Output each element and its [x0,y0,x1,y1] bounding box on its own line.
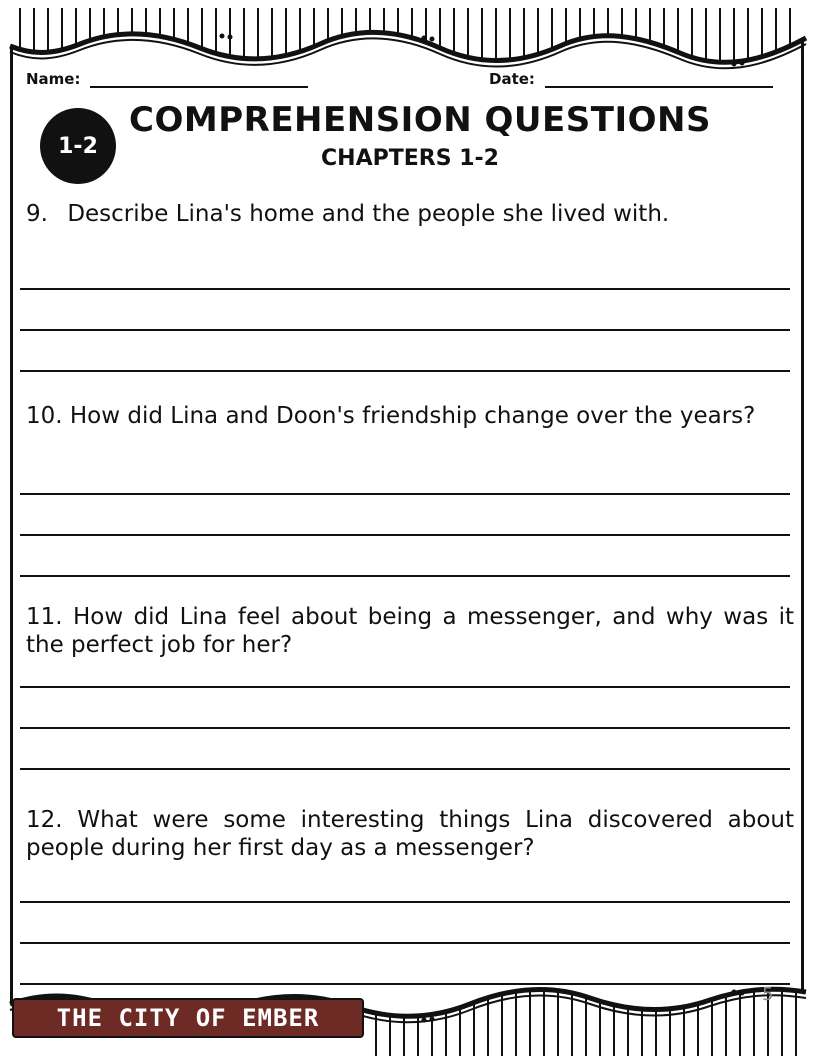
question-text: How did Lina and Doon's friendship change over the years? [69,403,756,429]
question-11 [26,603,794,659]
answer-line[interactable] [20,329,790,331]
question-number: 9. [26,201,48,227]
answer-line[interactable] [20,493,790,495]
answer-line[interactable] [20,727,790,729]
answer-line[interactable] [20,942,790,944]
answer-line[interactable] [20,901,790,903]
answer-line[interactable] [20,288,790,290]
name-label: Name: [26,70,81,88]
page-title: COMPREHENSION QUESTIONS [129,100,711,140]
date-blank[interactable] [545,68,773,88]
page-subtitle: CHAPTERS 1-2 [321,146,499,171]
question-10 [26,402,794,430]
date-label: Date: [489,70,535,88]
name-blank[interactable] [90,68,308,88]
question-number: 11. [26,604,63,630]
answer-line[interactable] [20,575,790,577]
question-text: Describe Lina's home and the people she lived with. [67,201,670,227]
question-number: 12. [26,807,63,833]
page-number: 5 [762,984,774,1005]
name-field[interactable] [26,68,308,88]
answer-line[interactable] [20,686,790,688]
answer-line[interactable] [20,768,790,770]
question-number: 10. [26,403,63,429]
question-text: How did Lina feel about being a messenger, and why was it the perfect job for her? [26,604,794,658]
answer-line[interactable] [20,534,790,536]
book-title-banner: THE CITY OF EMBER [12,998,364,1038]
question-12 [26,806,794,862]
question-text: What were some interesting things Lina discovered about people during her first day as a messenger? [26,807,794,861]
chapter-badge: 1-2 [40,108,116,184]
question-9 [26,200,794,228]
answer-line[interactable] [20,370,790,372]
date-field[interactable] [489,68,773,88]
